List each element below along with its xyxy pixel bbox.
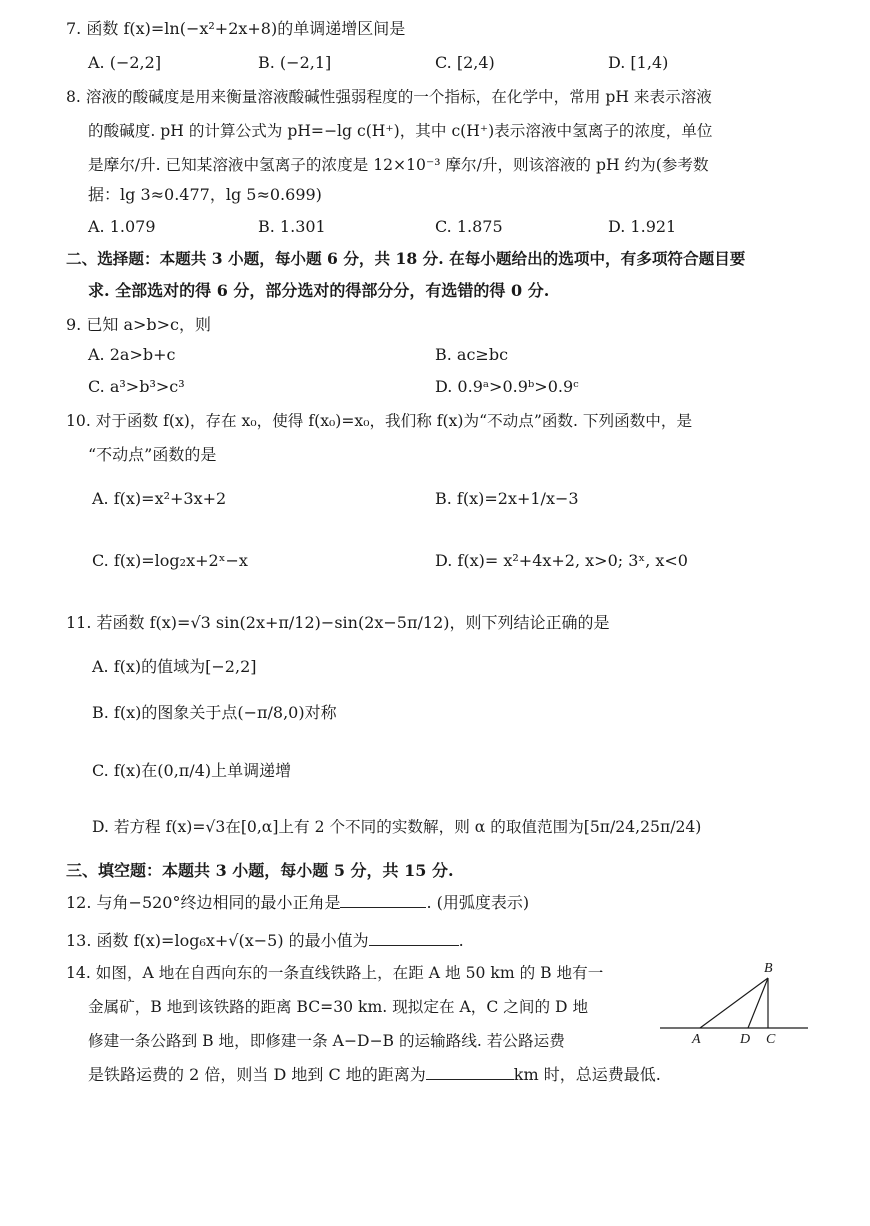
q7-option-b: B. (−2,1] [258,53,332,72]
q8-option-c: C. 1.875 [435,217,503,236]
q10-option-c: C. f(x)=log₂x+2ˣ−x [92,551,248,570]
q13-answer-blank[interactable] [369,931,459,946]
q14-line-3: 修建一条公路到 B 地，即修建一条 A−D−B 的运输路线. 若公路运费 [88,1032,565,1050]
q8-line-3: 是摩尔/升. 已知某溶液中氢离子的浓度是 12×10⁻³ 摩尔/升，则该溶液的 pH 约为(参考数 [88,156,709,174]
q12-line [66,892,529,914]
q11-stem: 11. 若函数 f(x)=√3 sin(2x+π/12)−sin(2x−5π/12)，则下列结论正确的是 [66,613,610,632]
section2-line-1: 二、选择题：本题共 3 小题，每小题 6 分，共 18 分. 在每小题给出的选项中，有多项符合题目要 [66,249,746,268]
q10-line-2: “不动点”函数的是 [88,445,217,464]
q9-option-b: B. ac≥bc [435,345,509,364]
q10-option-d: D. f(x)= x²+4x+2, x>0; 3ˣ, x<0 [435,551,688,570]
q14-line-2: 金属矿，B 地到该铁路的距离 BC=30 km. 现拟定在 A，C 之间的 D 地 [88,998,589,1016]
q12-answer-blank[interactable] [340,893,426,908]
q11-option-a: A. f(x)的值域为[−2,2] [92,657,257,676]
q12-text-after: . (用弧度表示) [426,893,530,912]
q8-option-a: A. 1.079 [88,217,156,236]
q12-text-before: 12. 与角−520°终边相同的最小正角是 [66,893,341,912]
label-b: B [764,961,773,976]
q11-option-c: C. f(x)在(0,π/4)上单调递增 [92,761,292,780]
q10-option-b: B. f(x)=2x+1/x−3 [435,489,579,508]
q13-line [66,930,464,952]
q14-text-after: km 时，总运费最低. [513,1065,661,1084]
q14-answer-blank[interactable] [426,1065,514,1080]
q8-line-2: 的酸碱度. pH 的计算公式为 pH=−lg c(H⁺)，其中 c(H⁺)表示溶液中氢离子的浓度，单位 [88,122,713,140]
label-c: C [766,1032,776,1047]
section3-heading: 三、填空题：本题共 3 小题，每小题 5 分，共 15 分. [66,861,454,880]
q8-option-b: B. 1.301 [258,217,326,236]
q9-option-d: D. 0.9ᵃ>0.9ᵇ>0.9ᶜ [435,377,579,396]
q13-text-after: . [458,931,464,950]
q14-text-before: 是铁路运费的 2 倍，则当 D 地到 C 地的距离为 [88,1065,426,1084]
label-d: D [740,1032,751,1047]
railway-diagram [660,958,810,1048]
q11-option-d: D. 若方程 f(x)=√3在[0,α]上有 2 个不同的实数解，则 α 的取值范围为[5π/24,25π/24) [92,818,702,836]
q7-option-c: C. [2,4) [435,53,495,72]
q13-text-before: 13. 函数 f(x)=log₆x+√(x−5) 的最小值为 [66,931,369,950]
q10-option-a: A. f(x)=x²+3x+2 [92,489,227,508]
q8-option-d: D. 1.921 [608,217,677,236]
q9-stem: 9. 已知 a>b>c，则 [66,315,211,334]
q10-line-1: 10. 对于函数 f(x)，存在 x₀，使得 f(x₀)=x₀，我们称 f(x)为“不动点”函数. 下列函数中，是 [66,412,693,430]
q11-option-b: B. f(x)的图象关于点(−π/8,0)对称 [92,703,337,722]
q14-line-4 [88,1064,661,1086]
q7-option-d: D. [1,4) [608,53,669,72]
label-a: A [692,1032,701,1047]
q7-option-a: A. (−2,2] [88,53,162,72]
section2-line-2: 求. 全部选对的得 6 分，部分选对的得部分分，有选错的得 0 分. [88,281,550,300]
q7-stem: 7. 函数 f(x)=ln(−x²+2x+8)的单调递增区间是 [66,19,406,38]
q8-line-1: 8. 溶液的酸碱度是用来衡量溶液酸碱性强弱程度的一个指标，在化学中，常用 pH 来表示溶液 [66,88,712,106]
q9-option-c: C. a³>b³>c³ [88,377,185,396]
q9-option-a: A. 2a>b+c [88,345,176,364]
q8-line-4: 据：lg 3≈0.477，lg 5≈0.699) [88,185,322,204]
q14-line-1: 14. 如图，A 地在自西向东的一条直线铁路上，在距 A 地 50 km 的 B 地有一 [66,964,604,982]
